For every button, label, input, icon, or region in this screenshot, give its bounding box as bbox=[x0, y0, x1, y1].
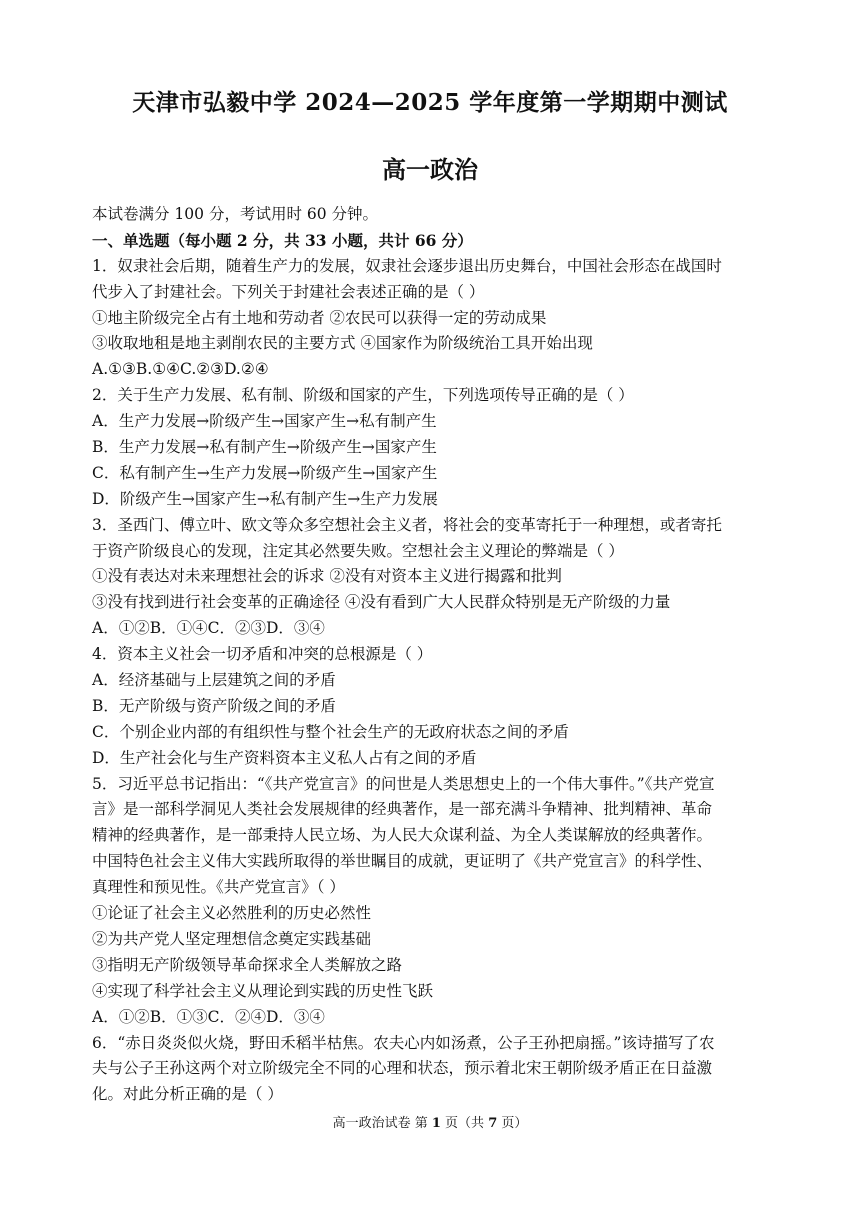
question-line: ④实现了科学社会主义从理论到实践的历史性飞跃 bbox=[92, 981, 434, 1000]
question-line: ①论证了社会主义必然胜利的历史必然性 bbox=[92, 904, 372, 923]
option-a: A.①③ bbox=[92, 360, 136, 379]
option-d: D．③④ bbox=[265, 619, 325, 638]
option-c: C．②③ bbox=[207, 619, 266, 638]
question-line: B．无产阶级与资产阶级之间的矛盾 bbox=[92, 696, 336, 715]
question-line: 精神的经典著作，是一部秉持人民立场、为人民大众谋利益、为全人类谋解放的经典著作。 bbox=[92, 826, 713, 845]
option-b: B．①④ bbox=[149, 619, 208, 638]
answer-options bbox=[92, 616, 812, 642]
question-line: C．私有制产生→生产力发展→阶级产生→国家产生 bbox=[92, 463, 438, 482]
question-6 bbox=[92, 1031, 812, 1109]
question-line: 5．习近平总书记指出：“《共产党宣言》的问世是人类思想史上的一个伟大事件。”《共产党宣 bbox=[92, 774, 715, 793]
option-b: B．①③ bbox=[149, 1007, 208, 1026]
question-line: ②为共产党人坚定理想信念奠定实践基础 bbox=[92, 929, 372, 948]
section-heading: 一、单选题（每小题 2 分，共 33 小题，共计 66 分） bbox=[92, 230, 473, 250]
question-4 bbox=[92, 642, 812, 771]
question-line: A．生产力发展→阶级产生→国家产生→私有制产生 bbox=[92, 412, 437, 431]
question-line: 1．奴隶社会后期，随着生产力的发展，奴隶社会逐步退出历史舞台，中国社会形态在战国时 bbox=[92, 256, 722, 275]
answer-options bbox=[92, 357, 812, 383]
question-line: 夫与公子王孙这两个对立阶级完全不同的心理和状态，预示着北宋王朝阶级矛盾正在日益激 bbox=[92, 1059, 713, 1078]
answer-options bbox=[92, 1005, 812, 1031]
question-1 bbox=[92, 254, 812, 383]
page-footer bbox=[0, 1112, 860, 1131]
footer-middle: 页（共 bbox=[445, 1116, 485, 1131]
option-c: C.②③ bbox=[180, 360, 225, 379]
footer-prefix: 高一政治试卷 第 bbox=[332, 1116, 428, 1131]
subject-title: 高一政治 bbox=[382, 155, 478, 184]
question-line: A．经济基础与上层建筑之间的矛盾 bbox=[92, 671, 336, 690]
question-line: D．阶级产生→国家产生→私有制产生→生产力发展 bbox=[92, 489, 438, 508]
question-line: 真理性和预见性。《共产党宣言》（ ） bbox=[92, 878, 345, 897]
question-line: 6．“赤日炎炎似火烧，野田禾稻半枯焦。农夫心内如汤煮，公子王孙把扇摇。”该诗描写了农 bbox=[92, 1033, 715, 1052]
question-line: ③没有找到进行社会变革的正确途径 ④没有看到广大人民群众特别是无产阶级的力量 bbox=[92, 593, 671, 612]
question-line: ①地主阶级完全占有土地和劳动者 ②农民可以获得一定的劳动成果 bbox=[92, 308, 547, 327]
question-line: ③指明无产阶级领导革命探求全人类解放之路 bbox=[92, 955, 403, 974]
question-line: 于资产阶级良心的发现，注定其必然要失败。空想社会主义理论的弊端是（ ） bbox=[92, 541, 624, 560]
option-d: D.②④ bbox=[224, 360, 269, 379]
question-line: 4．资本主义社会一切矛盾和冲突的总根源是（ ） bbox=[92, 645, 433, 664]
option-b: B.①④ bbox=[135, 360, 181, 379]
option-a: A．①② bbox=[92, 619, 150, 638]
footer-page-number: 1 bbox=[431, 1116, 441, 1131]
option-d: D．③④ bbox=[265, 1007, 325, 1026]
question-line: D．生产社会化与生产资料资本主义私人占有之间的矛盾 bbox=[92, 748, 477, 767]
question-line: B．生产力发展→私有制产生→阶级产生→国家产生 bbox=[92, 438, 437, 457]
page-title: 天津市弘毅中学 2024—2025 学年度第一学期期中测试 bbox=[132, 89, 728, 116]
question-line: 2．关于生产力发展、私有制、阶级和国家的产生，下列选项传导正确的是（ ） bbox=[92, 386, 634, 405]
footer-total-pages: 7 bbox=[488, 1116, 498, 1131]
exam-content bbox=[92, 202, 812, 1108]
question-line: ③收取地租是地主剥削农民的主要方式 ④国家作为阶级统治工具开始出现 bbox=[92, 334, 593, 353]
question-line: 3．圣西门、傅立叶、欧文等众多空想社会主义者，将社会的变革寄托于一种理想，或者寄托 bbox=[92, 515, 722, 534]
question-line: 代步入了封建社会。下列关于封建社会表述正确的是（ ） bbox=[92, 282, 485, 301]
option-a: A．①② bbox=[92, 1007, 150, 1026]
question-line: C．个别企业内部的有组织性与整个社会生产的无政府状态之间的矛盾 bbox=[92, 722, 569, 741]
question-line: ①没有表达对未来理想社会的诉求 ②没有对资本主义进行揭露和批判 bbox=[92, 567, 562, 586]
option-c: C．②④ bbox=[207, 1007, 266, 1026]
question-5 bbox=[92, 772, 812, 1031]
question-line: 化。对此分析正确的是（ ） bbox=[92, 1085, 283, 1104]
question-2 bbox=[92, 383, 812, 512]
question-3 bbox=[92, 513, 812, 642]
question-line: 中国特色社会主义伟大实践所取得的举世瞩目的成就，更证明了《共产党宣言》的科学性、 bbox=[92, 852, 713, 871]
footer-suffix: 页） bbox=[501, 1116, 528, 1131]
exam-intro: 本试卷满分 100 分，考试用时 60 分钟。 bbox=[92, 205, 379, 223]
question-line: 言》是一部科学洞见人类社会发展规律的经典著作，是一部充满斗争精神、批判精神、革命 bbox=[92, 800, 713, 819]
